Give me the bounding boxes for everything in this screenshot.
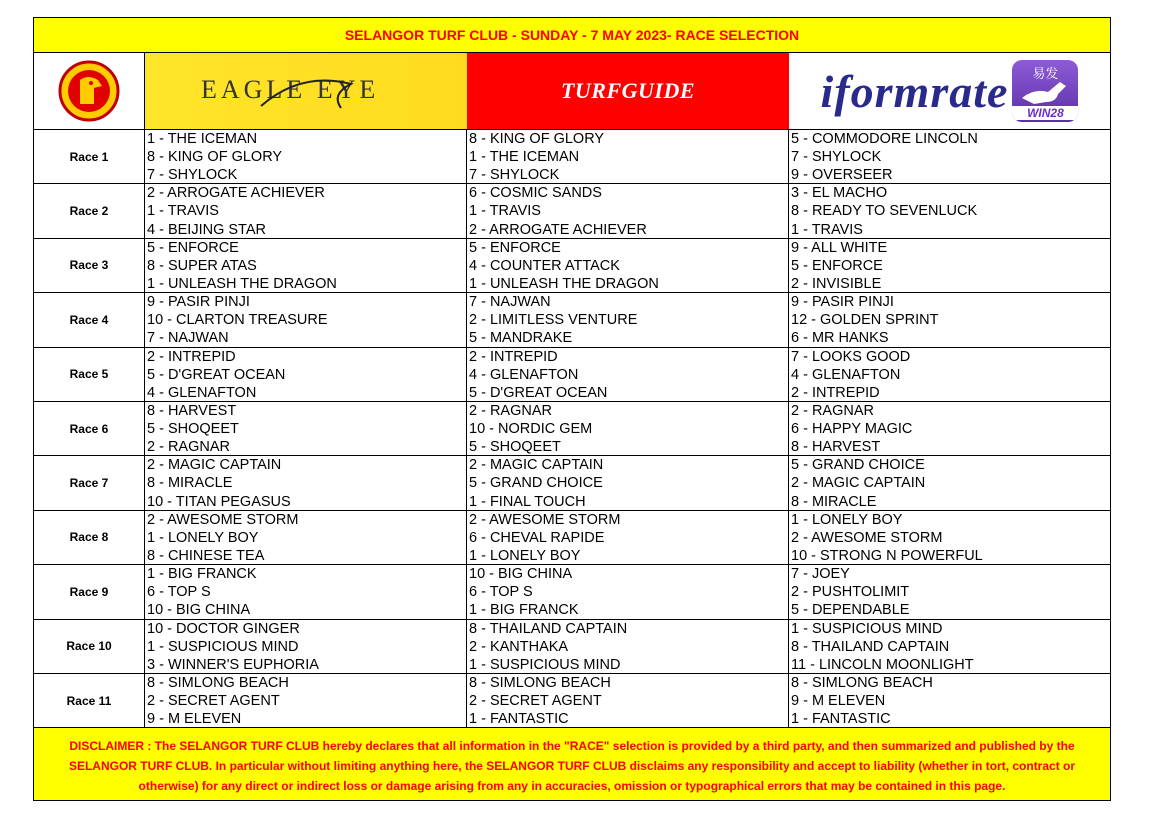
pick-line: 8 - SIMLONG BEACH xyxy=(147,674,289,691)
pick-line: 10 - CLARTON TREASURE xyxy=(147,312,328,329)
pick-line: 2 - INVISIBLE xyxy=(791,275,882,292)
turfguide-picks xyxy=(467,511,789,564)
pick-line: 1 - SUSPICIOUS MIND xyxy=(791,620,943,637)
iformrate-picks xyxy=(789,239,1110,292)
pick-line: 2 - AWESOME STORM xyxy=(791,529,943,546)
pick-line: 2 - ARROGATE ACHIEVER xyxy=(469,221,647,238)
pick-line: 5 - ENFORCE xyxy=(469,239,561,256)
pick-line: 7 - SHYLOCK xyxy=(469,167,560,184)
pick-line: 1 - UNLEASH THE DRAGON xyxy=(147,275,337,292)
pick-line: 8 - SIMLONG BEACH xyxy=(469,674,611,691)
pick-line: 2 - INTREPID xyxy=(147,348,236,365)
eagle-eye-picks xyxy=(145,239,467,292)
race-selection-sheet xyxy=(33,17,1111,801)
pick-line: 2 - SECRET AGENT xyxy=(147,693,280,709)
pick-line: 1 - TRAVIS xyxy=(469,203,541,220)
pick-line: 1 - BIG FRANCK xyxy=(147,566,257,583)
pick-line: 8 - HARVEST xyxy=(147,402,237,419)
club-crest-icon xyxy=(58,60,120,122)
eagle-eye-picks xyxy=(145,402,467,455)
pick-line: 1 - BIG FRANCK xyxy=(469,602,579,619)
iformrate-picks xyxy=(789,674,1110,727)
pick-line: 1 - UNLEASH THE DRAGON xyxy=(469,275,659,292)
race-table xyxy=(34,130,1110,728)
pick-line: 5 - ENFORCE xyxy=(147,239,239,256)
race-row xyxy=(34,565,1110,619)
pick-line: 1 - SUSPICIOUS MIND xyxy=(469,656,621,673)
eagle-eye-picks xyxy=(145,184,467,237)
race-row xyxy=(34,402,1110,456)
pick-line: 7 - NAJWAN xyxy=(147,330,229,347)
pick-line: 1 - FINAL TOUCH xyxy=(469,493,586,510)
pick-line: 5 - DEPENDABLE xyxy=(791,602,910,619)
pick-line: 5 - ENFORCE xyxy=(791,257,883,274)
turfguide-picks xyxy=(467,239,789,292)
pick-line: 6 - TOP S xyxy=(469,584,533,601)
race-label: Race 9 xyxy=(34,565,145,618)
pick-line: 4 - BEIJING STAR xyxy=(147,221,266,238)
pick-line: 4 - GLENAFTON xyxy=(791,366,901,383)
pick-line: 10 - DOCTOR GINGER xyxy=(147,620,300,637)
pick-line: 2 - RAGNAR xyxy=(147,439,230,456)
pick-line: 2 - RAGNAR xyxy=(791,402,874,419)
pick-line: 2 - PUSHTOLIMIT xyxy=(791,584,910,601)
pick-line: 1 - TRAVIS xyxy=(147,203,219,220)
eagle-eye-picks xyxy=(145,456,467,509)
race-row xyxy=(34,130,1110,184)
win28-chinese-text: 易发 xyxy=(1032,66,1059,81)
pick-line: 9 - ALL WHITE xyxy=(791,239,888,256)
eagle-eye-picks xyxy=(145,130,467,183)
iformrate-logo xyxy=(789,53,1110,129)
turfguide-picks xyxy=(467,130,789,183)
pick-line: 8 - SIMLONG BEACH xyxy=(791,674,933,691)
eagle-eye-picks xyxy=(145,348,467,401)
pick-line: 8 - CHINESE TEA xyxy=(147,547,265,564)
turfguide-picks xyxy=(467,674,789,727)
race-label: Race 11 xyxy=(34,674,145,727)
pick-line: 10 - BIG CHINA xyxy=(469,566,573,583)
eagle-eye-picks xyxy=(145,674,467,727)
page-title: SELANGOR TURF CLUB - SUNDAY - 7 MAY 2023- RACE SELECTION xyxy=(34,18,1110,53)
pick-line: 10 - STRONG N POWERFUL xyxy=(791,547,983,564)
pick-line: 5 - COMMODORE LINCOLN xyxy=(791,131,978,147)
pick-line: 7 - SHYLOCK xyxy=(791,149,882,166)
pick-line: 8 - SUPER ATAS xyxy=(147,257,257,274)
pick-line: 2 - MAGIC CAPTAIN xyxy=(147,457,282,474)
pick-line: 2 - MAGIC CAPTAIN xyxy=(469,457,604,474)
race-label: Race 3 xyxy=(34,239,145,292)
win28-text: WIN28 xyxy=(1012,106,1078,120)
eagle-eye-picks xyxy=(145,293,467,346)
race-row xyxy=(34,620,1110,674)
pick-line: 2 - MAGIC CAPTAIN xyxy=(791,475,926,492)
pick-line: 2 - KANTHAKA xyxy=(469,638,569,655)
eagle-eye-picks xyxy=(145,565,467,618)
race-label: Race 2 xyxy=(34,184,145,237)
race-label: Race 4 xyxy=(34,293,145,346)
pick-line: 1 - THE ICEMAN xyxy=(147,131,258,147)
pick-line: 2 - LIMITLESS VENTURE xyxy=(469,312,638,329)
turfguide-picks xyxy=(467,620,789,673)
eagle-eye-logo xyxy=(145,53,467,129)
pick-line: 6 - MR HANKS xyxy=(791,330,889,347)
pick-line: 8 - READY TO SEVENLUCK xyxy=(791,203,978,220)
pick-line: 4 - COUNTER ATTACK xyxy=(469,257,620,274)
race-row xyxy=(34,293,1110,347)
pick-line: 3 - EL MACHO xyxy=(791,185,888,202)
race-row xyxy=(34,348,1110,402)
pick-line: 5 - D'GREAT OCEAN xyxy=(147,366,286,383)
pick-line: 4 - GLENAFTON xyxy=(469,366,579,383)
pick-line: 1 - THE ICEMAN xyxy=(469,149,580,166)
club-crest-logo xyxy=(34,53,145,129)
iformrate-picks xyxy=(789,293,1110,346)
pick-line: 6 - CHEVAL RAPIDE xyxy=(469,529,605,546)
source-logo-row xyxy=(34,53,1110,130)
iformrate-picks xyxy=(789,402,1110,455)
pick-line: 1 - SUSPICIOUS MIND xyxy=(147,638,299,655)
eagle-eye-picks xyxy=(145,620,467,673)
pick-line: 10 - TITAN PEGASUS xyxy=(147,493,291,510)
pick-line: 7 - JOEY xyxy=(791,566,850,583)
iformrate-picks xyxy=(789,130,1110,183)
turfguide-logo: TURFGUIDE xyxy=(467,53,789,129)
pick-line: 5 - D'GREAT OCEAN xyxy=(469,384,608,401)
race-row xyxy=(34,456,1110,510)
pick-line: 10 - NORDIC GEM xyxy=(469,421,593,438)
pick-line: 6 - HAPPY MAGIC xyxy=(791,421,913,438)
race-label: Race 8 xyxy=(34,511,145,564)
pick-line: 7 - LOOKS GOOD xyxy=(791,348,911,365)
pick-line: 2 - AWESOME STORM xyxy=(469,511,621,528)
turfguide-picks xyxy=(467,293,789,346)
pick-line: 5 - GRAND CHOICE xyxy=(469,475,603,492)
iformrate-picks xyxy=(789,184,1110,237)
pick-line: 5 - GRAND CHOICE xyxy=(791,457,925,474)
pick-line: 9 - PASIR PINJI xyxy=(791,294,894,311)
turfguide-picks xyxy=(467,402,789,455)
pick-line: 8 - THAILAND CAPTAIN xyxy=(791,638,950,655)
turfguide-picks xyxy=(467,184,789,237)
pick-line: 2 - RAGNAR xyxy=(469,402,552,419)
turfguide-picks xyxy=(467,456,789,509)
pick-line: 6 - COSMIC SANDS xyxy=(469,185,602,202)
eagle-eye-picks xyxy=(145,511,467,564)
pick-line: 8 - MIRACLE xyxy=(791,493,877,510)
pick-line: 7 - NAJWAN xyxy=(469,294,551,311)
pick-line: 8 - MIRACLE xyxy=(147,475,233,492)
pick-line: 9 - OVERSEER xyxy=(791,167,893,184)
iformrate-picks xyxy=(789,511,1110,564)
race-row xyxy=(34,239,1110,293)
eagle-eye-wordmark xyxy=(191,66,421,116)
pick-line: 4 - GLENAFTON xyxy=(147,384,257,401)
pick-line: 2 - ARROGATE ACHIEVER xyxy=(147,185,325,202)
iformrate-picks xyxy=(789,565,1110,618)
pick-line: 2 - SECRET AGENT xyxy=(469,693,602,709)
pick-line: 10 - BIG CHINA xyxy=(147,602,251,619)
pick-line: 1 - FANTASTIC xyxy=(469,711,569,728)
turfguide-picks xyxy=(467,348,789,401)
pick-line: 1 - FANTASTIC xyxy=(791,711,891,728)
race-label: Race 1 xyxy=(34,130,145,183)
race-label: Race 5 xyxy=(34,348,145,401)
race-row xyxy=(34,184,1110,238)
disclaimer-text: DISCLAIMER : The SELANGOR TURF CLUB hereby declares that all information in the "RACE" selection is provided by a third party, and then summarized and published by the SELANGOR TURF CLUB. In particular without limiting anything here, the SELANGOR TURF CLUB disclaims any responsibility and accept to liability (whether in tort, contract or otherwise) for any direct or indirect loss or damage arising from any in accuracies, omission or typographical errors that may be contained in this page. xyxy=(34,728,1110,800)
eagle-eye-text: EAGLE EYE xyxy=(201,75,380,104)
pick-line: 8 - KING OF GLORY xyxy=(469,131,605,147)
iformrate-picks xyxy=(789,620,1110,673)
iformrate-picks xyxy=(789,348,1110,401)
pick-line: 8 - HARVEST xyxy=(791,439,881,456)
pick-line: 6 - TOP S xyxy=(147,584,211,601)
pick-line: 1 - LONELY BOY xyxy=(791,511,903,528)
pick-line: 2 - INTREPID xyxy=(791,384,880,401)
pick-line: 9 - PASIR PINJI xyxy=(147,294,250,311)
race-label: Race 7 xyxy=(34,456,145,509)
iformrate-wordmark: iformrate xyxy=(820,65,1009,117)
pick-line: 3 - WINNER'S EUPHORIA xyxy=(147,656,319,673)
race-row xyxy=(34,511,1110,565)
pick-line: 1 - LONELY BOY xyxy=(469,547,581,564)
race-row xyxy=(34,674,1110,728)
pick-line: 5 - SHOQEET xyxy=(147,421,239,438)
race-label: Race 10 xyxy=(34,620,145,673)
pick-line: 1 - TRAVIS xyxy=(791,221,863,238)
iformrate-picks xyxy=(789,456,1110,509)
pick-line: 8 - KING OF GLORY xyxy=(147,149,283,166)
race-label: Race 6 xyxy=(34,402,145,455)
pick-line: 5 - SHOQEET xyxy=(469,439,561,456)
pick-line: 2 - AWESOME STORM xyxy=(147,511,299,528)
pick-line: 5 - MANDRAKE xyxy=(469,330,573,347)
win28-badge xyxy=(1012,60,1078,122)
pick-line: 2 - INTREPID xyxy=(469,348,558,365)
pick-line: 12 - GOLDEN SPRINT xyxy=(791,312,939,329)
pick-line: 9 - M ELEVEN xyxy=(147,711,242,728)
pick-line: 7 - SHYLOCK xyxy=(147,167,238,184)
pick-line: 8 - THAILAND CAPTAIN xyxy=(469,620,628,637)
pick-line: 1 - LONELY BOY xyxy=(147,529,259,546)
turfguide-picks xyxy=(467,565,789,618)
pick-line: 9 - M ELEVEN xyxy=(791,693,886,709)
pick-line: 11 - LINCOLN MOONLIGHT xyxy=(791,656,974,673)
